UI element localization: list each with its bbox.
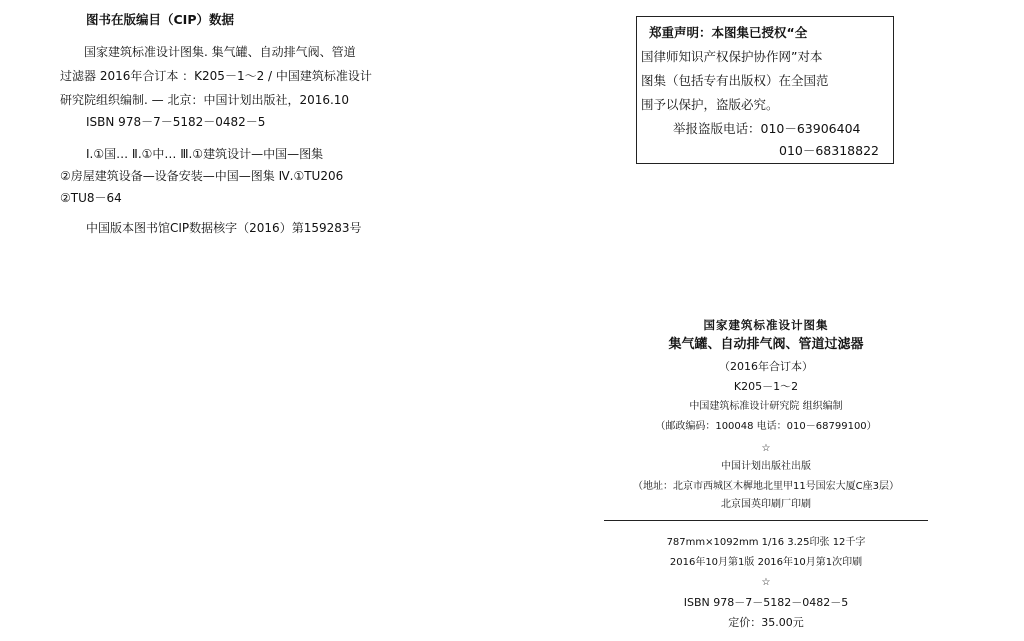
printing-info: 2016年10月第1版 2016年10月第1次印刷 — [669, 557, 863, 568]
publisher: 中国计划出版社出版 — [721, 461, 811, 472]
piracy-report-phone-2: 010－68318822 — [779, 143, 879, 158]
notice-line: 郑重声明：本图集已授权“全 — [649, 25, 808, 40]
star-separator: ☆ — [761, 577, 771, 588]
cip-line: 过滤器 2016年合订本 ：K205－1～2 / 中国建筑标准设计 — [60, 69, 372, 83]
cip-title: 图书在版编目（CIP）数据 — [86, 12, 234, 27]
atlas-code: K205－1～2 — [733, 380, 799, 393]
format-spec: 787mm×1092mm 1/16 3.25印张 12千字 — [666, 537, 866, 548]
compiling-organization: 中国建筑标准设计研究院 组织编制 — [689, 401, 843, 412]
book-title: 集气罐、自动排气阀、管道过滤器 — [668, 337, 864, 352]
cip-line: 国家建筑标准设计图集. 集气罐、自动排气阀、管道 — [84, 45, 356, 59]
price: 定价：35.00元 — [728, 616, 804, 629]
star-separator: ☆ — [761, 443, 771, 454]
organization-contact: （邮政编码：100048 电话：010－68799100） — [655, 421, 877, 432]
cip-record-number: 中国版本图书馆CIP数据核字（2016）第159283号 — [86, 221, 362, 235]
cip-line: ②房屋建筑设备—设备安装—中国—图集 Ⅳ.①TU206 — [60, 169, 344, 183]
notice-line: 围予以保护，盗版必究。 — [641, 97, 779, 112]
cip-line: Ⅰ.①国… Ⅱ.①中… Ⅲ.①建筑设计—中国—图集 — [86, 147, 324, 161]
series-name: 国家建筑标准设计图集 — [703, 318, 829, 332]
copyright-notice-box — [636, 16, 894, 164]
isbn: ISBN 978－7－5182－0482－5 — [683, 596, 849, 609]
divider — [604, 520, 928, 521]
piracy-report-phone: 举报盗版电话：010－63906404 — [673, 121, 861, 136]
printer: 北京国英印刷厂印刷 — [721, 499, 811, 510]
publisher-address: （地址：北京市西城区木樨地北里甲11号国宏大厦C座3层） — [632, 481, 900, 492]
notice-line: 图集（包括专有出版权）在全国范 — [641, 73, 829, 88]
notice-line: 国律师知识产权保护协作网”对本 — [641, 49, 823, 64]
edition: （2016年合订本） — [719, 360, 813, 373]
cip-line: ②TU8－64 — [60, 191, 122, 205]
cip-line: 研究院组织编制. — 北京：中国计划出版社，2016.10 — [60, 93, 350, 107]
cip-isbn: ISBN 978－7－5182－0482－5 — [86, 115, 266, 129]
